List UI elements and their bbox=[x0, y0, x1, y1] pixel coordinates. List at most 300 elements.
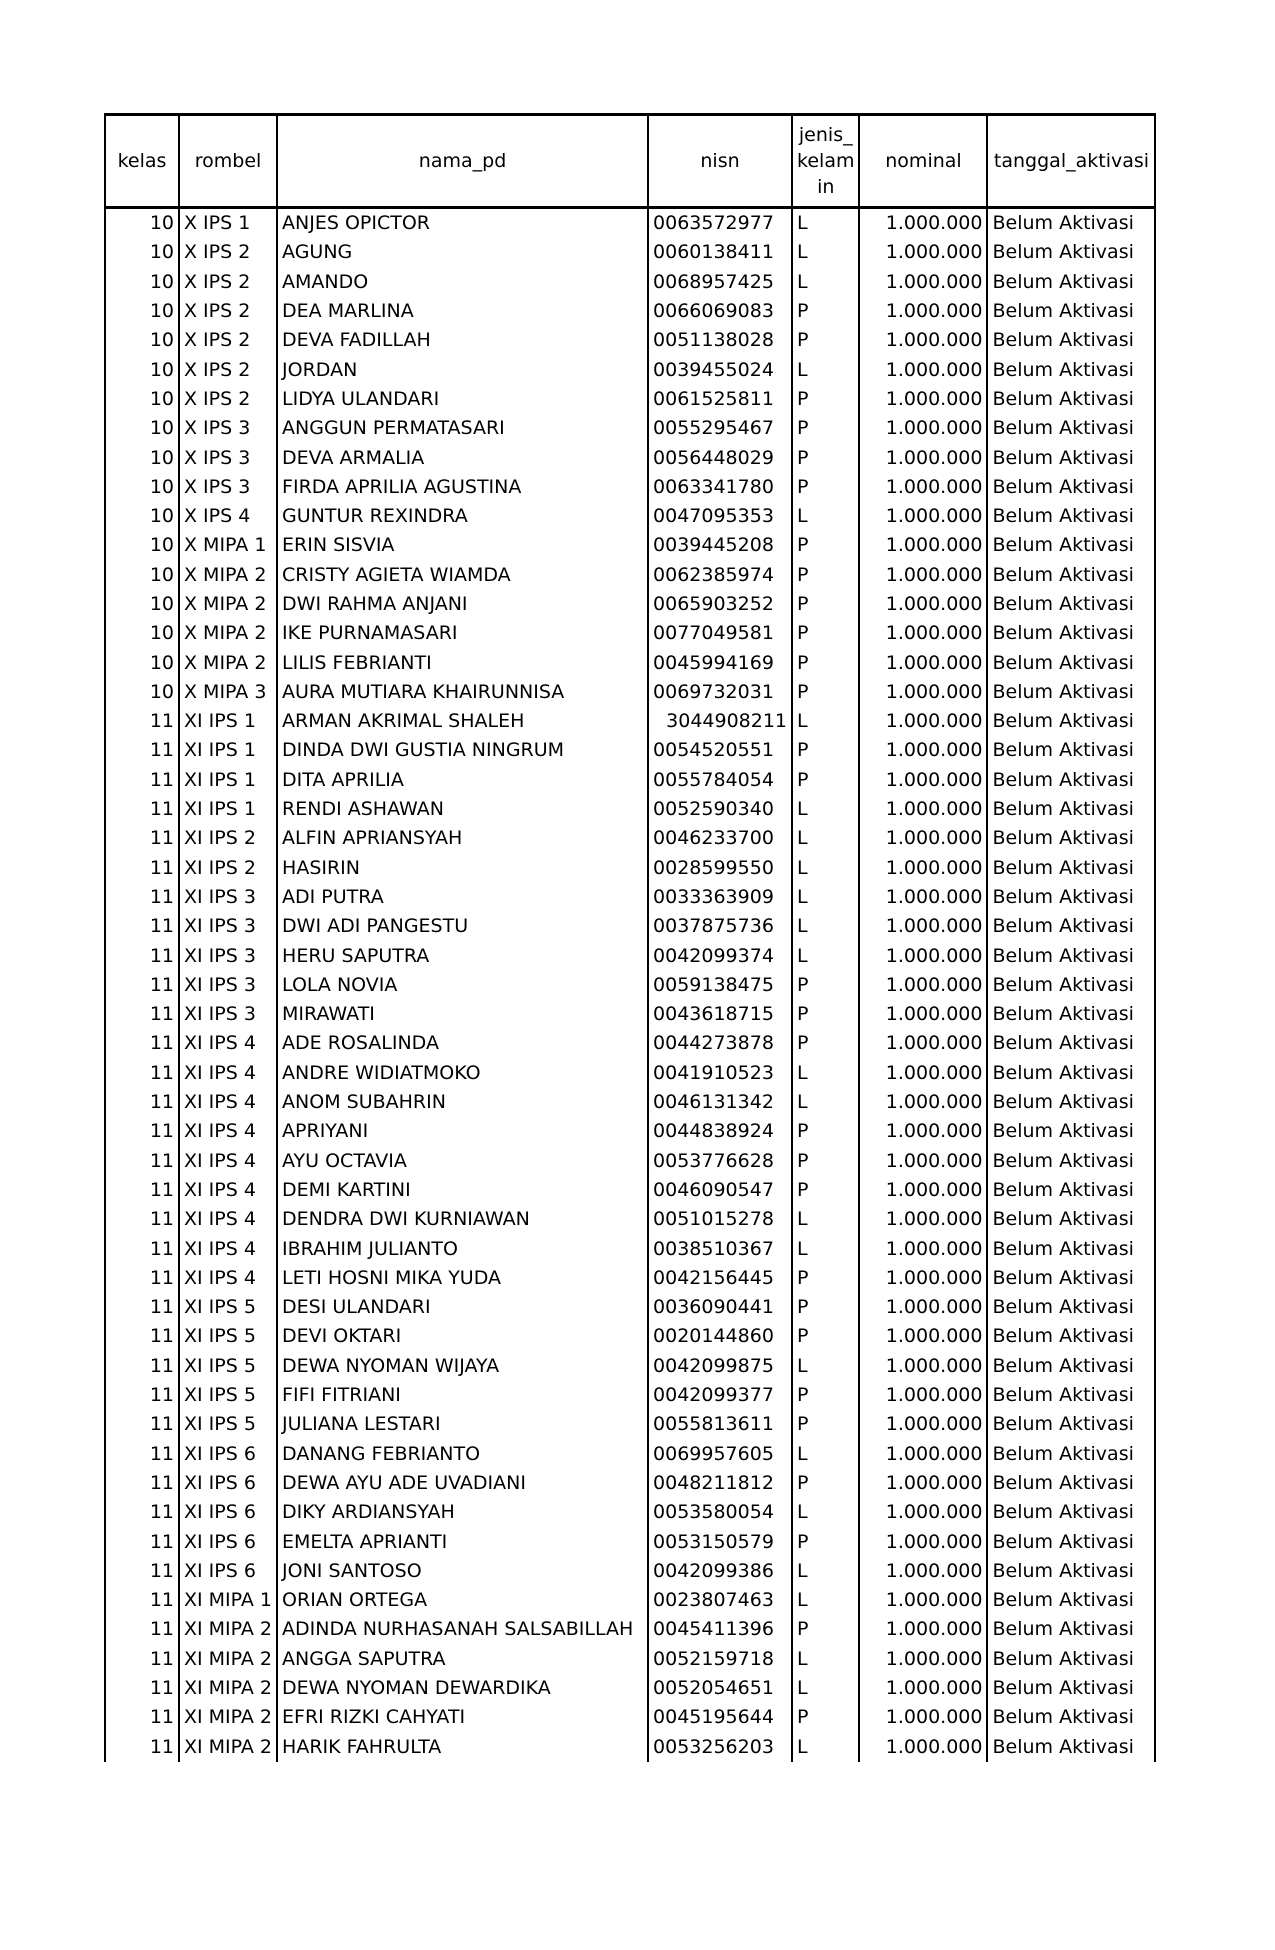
cell-nisn: 0053256203 bbox=[648, 1732, 792, 1761]
cell-tanggal-aktivasi: Belum Aktivasi bbox=[987, 268, 1155, 297]
cell-kelas: 11 bbox=[105, 1439, 179, 1468]
cell-nama-pd: ANJES OPICTOR bbox=[277, 208, 648, 239]
cell-tanggal-aktivasi: Belum Aktivasi bbox=[987, 208, 1155, 239]
cell-tanggal-aktivasi: Belum Aktivasi bbox=[987, 1527, 1155, 1556]
cell-nominal: 1.000.000 bbox=[859, 502, 987, 531]
cell-kelas: 11 bbox=[105, 766, 179, 795]
table-row bbox=[105, 1059, 1155, 1088]
cell-rombel: XI MIPA 2 bbox=[179, 1645, 277, 1674]
cell-nominal: 1.000.000 bbox=[859, 1469, 987, 1498]
cell-kelas: 10 bbox=[105, 648, 179, 677]
cell-jenis-kelamin: P bbox=[792, 1615, 859, 1644]
cell-jenis-kelamin: L bbox=[792, 883, 859, 912]
cell-nisn: 0042099377 bbox=[648, 1381, 792, 1410]
cell-nama-pd: DWI RAHMA ANJANI bbox=[277, 590, 648, 619]
cell-kelas: 11 bbox=[105, 1147, 179, 1176]
cell-rombel: X IPS 3 bbox=[179, 414, 277, 443]
header-jenis-kelamin bbox=[792, 115, 859, 208]
cell-jenis-kelamin: L bbox=[792, 238, 859, 267]
cell-nominal: 1.000.000 bbox=[859, 795, 987, 824]
cell-tanggal-aktivasi: Belum Aktivasi bbox=[987, 1557, 1155, 1586]
cell-nominal: 1.000.000 bbox=[859, 941, 987, 970]
cell-rombel: XI IPS 2 bbox=[179, 824, 277, 853]
cell-nama-pd: DEMI KARTINI bbox=[277, 1176, 648, 1205]
cell-kelas: 10 bbox=[105, 355, 179, 384]
table-row bbox=[105, 1586, 1155, 1615]
cell-tanggal-aktivasi: Belum Aktivasi bbox=[987, 443, 1155, 472]
table-row bbox=[105, 1352, 1155, 1381]
cell-nisn: 0045195644 bbox=[648, 1703, 792, 1732]
cell-tanggal-aktivasi: Belum Aktivasi bbox=[987, 1703, 1155, 1732]
table-row bbox=[105, 1176, 1155, 1205]
header-jenis-kelamin-line-2: kelam bbox=[797, 150, 855, 172]
table-row bbox=[105, 736, 1155, 765]
cell-nama-pd: MIRAWATI bbox=[277, 1000, 648, 1029]
cell-rombel: XI MIPA 1 bbox=[179, 1586, 277, 1615]
table-row bbox=[105, 473, 1155, 502]
cell-jenis-kelamin: P bbox=[792, 648, 859, 677]
table-row bbox=[105, 1088, 1155, 1117]
cell-kelas: 11 bbox=[105, 1264, 179, 1293]
cell-nominal: 1.000.000 bbox=[859, 1527, 987, 1556]
cell-kelas: 11 bbox=[105, 795, 179, 824]
cell-nisn: 0044273878 bbox=[648, 1029, 792, 1058]
cell-kelas: 11 bbox=[105, 1615, 179, 1644]
cell-rombel: XI IPS 5 bbox=[179, 1322, 277, 1351]
cell-kelas: 10 bbox=[105, 678, 179, 707]
cell-nominal: 1.000.000 bbox=[859, 531, 987, 560]
cell-kelas: 11 bbox=[105, 1088, 179, 1117]
cell-nisn: 0053776628 bbox=[648, 1147, 792, 1176]
cell-nama-pd: LETI HOSNI MIKA YUDA bbox=[277, 1264, 648, 1293]
cell-nama-pd: ORIAN ORTEGA bbox=[277, 1586, 648, 1615]
cell-nominal: 1.000.000 bbox=[859, 1645, 987, 1674]
cell-rombel: XI IPS 4 bbox=[179, 1264, 277, 1293]
cell-nisn: 0052590340 bbox=[648, 795, 792, 824]
cell-tanggal-aktivasi: Belum Aktivasi bbox=[987, 1176, 1155, 1205]
cell-rombel: XI MIPA 2 bbox=[179, 1674, 277, 1703]
cell-nama-pd: HARIK FAHRULTA bbox=[277, 1732, 648, 1761]
cell-tanggal-aktivasi: Belum Aktivasi bbox=[987, 561, 1155, 590]
cell-nominal: 1.000.000 bbox=[859, 443, 987, 472]
cell-nama-pd: DINDA DWI GUSTIA NINGRUM bbox=[277, 736, 648, 765]
cell-jenis-kelamin: P bbox=[792, 561, 859, 590]
cell-nisn: 0046090547 bbox=[648, 1176, 792, 1205]
cell-kelas: 11 bbox=[105, 883, 179, 912]
cell-nisn: 0041910523 bbox=[648, 1059, 792, 1088]
cell-jenis-kelamin: P bbox=[792, 531, 859, 560]
cell-nama-pd: DEA MARLINA bbox=[277, 297, 648, 326]
cell-nisn: 0051015278 bbox=[648, 1205, 792, 1234]
cell-jenis-kelamin: L bbox=[792, 1088, 859, 1117]
cell-jenis-kelamin: L bbox=[792, 795, 859, 824]
cell-nisn: 0055784054 bbox=[648, 766, 792, 795]
cell-kelas: 10 bbox=[105, 268, 179, 297]
cell-tanggal-aktivasi: Belum Aktivasi bbox=[987, 1732, 1155, 1761]
cell-tanggal-aktivasi: Belum Aktivasi bbox=[987, 1029, 1155, 1058]
cell-jenis-kelamin: P bbox=[792, 619, 859, 648]
cell-kelas: 10 bbox=[105, 619, 179, 648]
cell-nisn: 0046233700 bbox=[648, 824, 792, 853]
cell-nisn: 0043618715 bbox=[648, 1000, 792, 1029]
cell-nisn: 0062385974 bbox=[648, 561, 792, 590]
cell-rombel: X MIPA 2 bbox=[179, 561, 277, 590]
cell-nama-pd: ANOM SUBAHRIN bbox=[277, 1088, 648, 1117]
table-row bbox=[105, 502, 1155, 531]
cell-nisn: 3044908211 bbox=[648, 707, 792, 736]
cell-nama-pd: EFRI RIZKI CAHYATI bbox=[277, 1703, 648, 1732]
cell-nominal: 1.000.000 bbox=[859, 590, 987, 619]
cell-tanggal-aktivasi: Belum Aktivasi bbox=[987, 1352, 1155, 1381]
table-row bbox=[105, 1439, 1155, 1468]
cell-nama-pd: IBRAHIM JULIANTO bbox=[277, 1234, 648, 1263]
cell-nisn: 0052159718 bbox=[648, 1645, 792, 1674]
header-jenis-kelamin-line-3: in bbox=[817, 176, 835, 198]
cell-kelas: 10 bbox=[105, 414, 179, 443]
cell-tanggal-aktivasi: Belum Aktivasi bbox=[987, 414, 1155, 443]
cell-tanggal-aktivasi: Belum Aktivasi bbox=[987, 1234, 1155, 1263]
cell-tanggal-aktivasi: Belum Aktivasi bbox=[987, 707, 1155, 736]
cell-nama-pd: CRISTY AGIETA WIAMDA bbox=[277, 561, 648, 590]
cell-jenis-kelamin: L bbox=[792, 912, 859, 941]
table-row bbox=[105, 1293, 1155, 1322]
cell-nominal: 1.000.000 bbox=[859, 854, 987, 883]
cell-nisn: 0063341780 bbox=[648, 473, 792, 502]
cell-nominal: 1.000.000 bbox=[859, 326, 987, 355]
header-row bbox=[105, 115, 1155, 208]
table-row bbox=[105, 883, 1155, 912]
cell-rombel: XI IPS 3 bbox=[179, 912, 277, 941]
cell-nisn: 0059138475 bbox=[648, 971, 792, 1000]
table-row bbox=[105, 268, 1155, 297]
table-row bbox=[105, 1645, 1155, 1674]
cell-jenis-kelamin: P bbox=[792, 766, 859, 795]
cell-rombel: XI IPS 3 bbox=[179, 1000, 277, 1029]
cell-kelas: 11 bbox=[105, 824, 179, 853]
cell-nama-pd: ANGGUN PERMATASARI bbox=[277, 414, 648, 443]
cell-nisn: 0038510367 bbox=[648, 1234, 792, 1263]
cell-tanggal-aktivasi: Belum Aktivasi bbox=[987, 941, 1155, 970]
table-row bbox=[105, 1264, 1155, 1293]
table-row bbox=[105, 1117, 1155, 1146]
cell-rombel: XI IPS 4 bbox=[179, 1059, 277, 1088]
cell-nisn: 0042099386 bbox=[648, 1557, 792, 1586]
cell-nama-pd: AURA MUTIARA KHAIRUNNISA bbox=[277, 678, 648, 707]
cell-rombel: XI IPS 4 bbox=[179, 1117, 277, 1146]
cell-jenis-kelamin: P bbox=[792, 1322, 859, 1351]
cell-jenis-kelamin: L bbox=[792, 1352, 859, 1381]
cell-nominal: 1.000.000 bbox=[859, 824, 987, 853]
cell-kelas: 11 bbox=[105, 1527, 179, 1556]
cell-kelas: 10 bbox=[105, 385, 179, 414]
cell-jenis-kelamin: P bbox=[792, 1293, 859, 1322]
cell-nama-pd: HASIRIN bbox=[277, 854, 648, 883]
cell-kelas: 11 bbox=[105, 941, 179, 970]
cell-kelas: 10 bbox=[105, 238, 179, 267]
cell-kelas: 11 bbox=[105, 707, 179, 736]
cell-rombel: X IPS 1 bbox=[179, 208, 277, 239]
table-body bbox=[105, 208, 1155, 1762]
cell-nominal: 1.000.000 bbox=[859, 1586, 987, 1615]
cell-nominal: 1.000.000 bbox=[859, 1264, 987, 1293]
cell-nisn: 0060138411 bbox=[648, 238, 792, 267]
cell-nisn: 0048211812 bbox=[648, 1469, 792, 1498]
cell-kelas: 10 bbox=[105, 473, 179, 502]
cell-tanggal-aktivasi: Belum Aktivasi bbox=[987, 1000, 1155, 1029]
cell-nisn: 0044838924 bbox=[648, 1117, 792, 1146]
cell-kelas: 10 bbox=[105, 561, 179, 590]
cell-nominal: 1.000.000 bbox=[859, 883, 987, 912]
cell-kelas: 11 bbox=[105, 1117, 179, 1146]
cell-nisn: 0056448029 bbox=[648, 443, 792, 472]
header-jenis-kelamin-line-1: jenis_ bbox=[798, 124, 853, 146]
cell-kelas: 10 bbox=[105, 208, 179, 239]
table-row bbox=[105, 1205, 1155, 1234]
student-activation-table bbox=[104, 113, 1156, 1762]
cell-jenis-kelamin: L bbox=[792, 1557, 859, 1586]
cell-nominal: 1.000.000 bbox=[859, 414, 987, 443]
cell-nama-pd: JULIANA LESTARI bbox=[277, 1410, 648, 1439]
cell-nominal: 1.000.000 bbox=[859, 736, 987, 765]
table-row bbox=[105, 648, 1155, 677]
cell-kelas: 11 bbox=[105, 1059, 179, 1088]
cell-nama-pd: LIDYA ULANDARI bbox=[277, 385, 648, 414]
cell-tanggal-aktivasi: Belum Aktivasi bbox=[987, 1469, 1155, 1498]
cell-nisn: 0046131342 bbox=[648, 1088, 792, 1117]
cell-nama-pd: ERIN SISVIA bbox=[277, 531, 648, 560]
cell-kelas: 10 bbox=[105, 443, 179, 472]
table-row bbox=[105, 238, 1155, 267]
cell-nominal: 1.000.000 bbox=[859, 1557, 987, 1586]
cell-nisn: 0045411396 bbox=[648, 1615, 792, 1644]
cell-tanggal-aktivasi: Belum Aktivasi bbox=[987, 502, 1155, 531]
cell-nominal: 1.000.000 bbox=[859, 297, 987, 326]
cell-tanggal-aktivasi: Belum Aktivasi bbox=[987, 1674, 1155, 1703]
table-row bbox=[105, 326, 1155, 355]
table-row bbox=[105, 795, 1155, 824]
cell-nama-pd: DEWA NYOMAN WIJAYA bbox=[277, 1352, 648, 1381]
cell-nama-pd: ANDRE WIDIATMOKO bbox=[277, 1059, 648, 1088]
cell-rombel: XI IPS 5 bbox=[179, 1381, 277, 1410]
cell-jenis-kelamin: P bbox=[792, 1527, 859, 1556]
cell-rombel: X MIPA 2 bbox=[179, 619, 277, 648]
cell-rombel: X MIPA 2 bbox=[179, 590, 277, 619]
cell-jenis-kelamin: L bbox=[792, 1059, 859, 1088]
cell-rombel: XI IPS 2 bbox=[179, 854, 277, 883]
cell-nominal: 1.000.000 bbox=[859, 1205, 987, 1234]
cell-kelas: 11 bbox=[105, 1176, 179, 1205]
table-row bbox=[105, 824, 1155, 853]
cell-nisn: 0069732031 bbox=[648, 678, 792, 707]
cell-jenis-kelamin: P bbox=[792, 385, 859, 414]
cell-nisn: 0033363909 bbox=[648, 883, 792, 912]
cell-tanggal-aktivasi: Belum Aktivasi bbox=[987, 795, 1155, 824]
table-row bbox=[105, 1000, 1155, 1029]
cell-nisn: 0020144860 bbox=[648, 1322, 792, 1351]
cell-jenis-kelamin: L bbox=[792, 268, 859, 297]
table-row bbox=[105, 1234, 1155, 1263]
cell-rombel: XI IPS 6 bbox=[179, 1557, 277, 1586]
cell-jenis-kelamin: P bbox=[792, 443, 859, 472]
cell-kelas: 11 bbox=[105, 1293, 179, 1322]
table-row bbox=[105, 1557, 1155, 1586]
cell-jenis-kelamin: L bbox=[792, 1586, 859, 1615]
cell-nominal: 1.000.000 bbox=[859, 678, 987, 707]
cell-kelas: 10 bbox=[105, 297, 179, 326]
cell-rombel: X MIPA 2 bbox=[179, 648, 277, 677]
cell-nama-pd: DESI ULANDARI bbox=[277, 1293, 648, 1322]
cell-rombel: XI IPS 4 bbox=[179, 1088, 277, 1117]
cell-jenis-kelamin: L bbox=[792, 1205, 859, 1234]
cell-nominal: 1.000.000 bbox=[859, 1293, 987, 1322]
cell-jenis-kelamin: P bbox=[792, 1410, 859, 1439]
cell-nominal: 1.000.000 bbox=[859, 1234, 987, 1263]
cell-nominal: 1.000.000 bbox=[859, 1732, 987, 1761]
cell-rombel: XI IPS 6 bbox=[179, 1439, 277, 1468]
cell-kelas: 11 bbox=[105, 1732, 179, 1761]
cell-rombel: XI IPS 4 bbox=[179, 1176, 277, 1205]
table-row bbox=[105, 443, 1155, 472]
cell-jenis-kelamin: P bbox=[792, 971, 859, 1000]
cell-rombel: XI IPS 4 bbox=[179, 1234, 277, 1263]
cell-jenis-kelamin: L bbox=[792, 824, 859, 853]
cell-nominal: 1.000.000 bbox=[859, 1439, 987, 1468]
cell-jenis-kelamin: P bbox=[792, 1176, 859, 1205]
cell-nama-pd: FIFI FITRIANI bbox=[277, 1381, 648, 1410]
cell-nama-pd: DANANG FEBRIANTO bbox=[277, 1439, 648, 1468]
cell-kelas: 11 bbox=[105, 1703, 179, 1732]
cell-nominal: 1.000.000 bbox=[859, 561, 987, 590]
cell-rombel: X IPS 4 bbox=[179, 502, 277, 531]
cell-kelas: 11 bbox=[105, 1234, 179, 1263]
cell-tanggal-aktivasi: Belum Aktivasi bbox=[987, 1205, 1155, 1234]
cell-jenis-kelamin: L bbox=[792, 1234, 859, 1263]
cell-jenis-kelamin: L bbox=[792, 1498, 859, 1527]
cell-nama-pd: ADE ROSALINDA bbox=[277, 1029, 648, 1058]
cell-nama-pd: ARMAN AKRIMAL SHALEH bbox=[277, 707, 648, 736]
cell-nama-pd: DITA APRILIA bbox=[277, 766, 648, 795]
cell-nisn: 0055295467 bbox=[648, 414, 792, 443]
cell-kelas: 11 bbox=[105, 1557, 179, 1586]
cell-jenis-kelamin: P bbox=[792, 1029, 859, 1058]
table-row bbox=[105, 1732, 1155, 1761]
table-row bbox=[105, 208, 1155, 239]
header-nominal: nominal bbox=[859, 115, 987, 208]
cell-tanggal-aktivasi: Belum Aktivasi bbox=[987, 1088, 1155, 1117]
cell-rombel: X MIPA 3 bbox=[179, 678, 277, 707]
cell-nominal: 1.000.000 bbox=[859, 1410, 987, 1439]
cell-nominal: 1.000.000 bbox=[859, 766, 987, 795]
cell-rombel: X IPS 2 bbox=[179, 355, 277, 384]
cell-tanggal-aktivasi: Belum Aktivasi bbox=[987, 766, 1155, 795]
cell-nominal: 1.000.000 bbox=[859, 473, 987, 502]
cell-nama-pd: JORDAN bbox=[277, 355, 648, 384]
cell-nisn: 0069957605 bbox=[648, 1439, 792, 1468]
table-row bbox=[105, 766, 1155, 795]
cell-jenis-kelamin: P bbox=[792, 1703, 859, 1732]
cell-jenis-kelamin: P bbox=[792, 1147, 859, 1176]
cell-jenis-kelamin: L bbox=[792, 355, 859, 384]
table-row bbox=[105, 1469, 1155, 1498]
cell-nama-pd: DEVI OKTARI bbox=[277, 1322, 648, 1351]
cell-nama-pd: LILIS FEBRIANTI bbox=[277, 648, 648, 677]
cell-nominal: 1.000.000 bbox=[859, 707, 987, 736]
cell-jenis-kelamin: L bbox=[792, 1732, 859, 1761]
cell-tanggal-aktivasi: Belum Aktivasi bbox=[987, 912, 1155, 941]
cell-jenis-kelamin: P bbox=[792, 473, 859, 502]
cell-nominal: 1.000.000 bbox=[859, 238, 987, 267]
table-row bbox=[105, 385, 1155, 414]
cell-jenis-kelamin: L bbox=[792, 1645, 859, 1674]
cell-nominal: 1.000.000 bbox=[859, 1381, 987, 1410]
cell-tanggal-aktivasi: Belum Aktivasi bbox=[987, 1645, 1155, 1674]
table-row bbox=[105, 912, 1155, 941]
cell-nisn: 0053150579 bbox=[648, 1527, 792, 1556]
cell-rombel: XI IPS 4 bbox=[179, 1147, 277, 1176]
cell-rombel: XI IPS 4 bbox=[179, 1205, 277, 1234]
cell-kelas: 11 bbox=[105, 1674, 179, 1703]
cell-nama-pd: DEWA AYU ADE UVADIANI bbox=[277, 1469, 648, 1498]
cell-nama-pd: ANGGA SAPUTRA bbox=[277, 1645, 648, 1674]
cell-nisn: 0063572977 bbox=[648, 208, 792, 239]
table-row bbox=[105, 1674, 1155, 1703]
cell-nominal: 1.000.000 bbox=[859, 385, 987, 414]
cell-nominal: 1.000.000 bbox=[859, 971, 987, 1000]
cell-rombel: X IPS 2 bbox=[179, 238, 277, 267]
cell-nisn: 0042099875 bbox=[648, 1352, 792, 1381]
cell-nominal: 1.000.000 bbox=[859, 1498, 987, 1527]
cell-nominal: 1.000.000 bbox=[859, 1000, 987, 1029]
cell-tanggal-aktivasi: Belum Aktivasi bbox=[987, 238, 1155, 267]
cell-jenis-kelamin: P bbox=[792, 1381, 859, 1410]
cell-jenis-kelamin: P bbox=[792, 736, 859, 765]
table-row bbox=[105, 854, 1155, 883]
table-row bbox=[105, 1527, 1155, 1556]
cell-nama-pd: AYU OCTAVIA bbox=[277, 1147, 648, 1176]
cell-kelas: 11 bbox=[105, 1205, 179, 1234]
cell-nama-pd: HERU SAPUTRA bbox=[277, 941, 648, 970]
cell-kelas: 11 bbox=[105, 912, 179, 941]
cell-nisn: 0042156445 bbox=[648, 1264, 792, 1293]
table-row bbox=[105, 297, 1155, 326]
cell-tanggal-aktivasi: Belum Aktivasi bbox=[987, 883, 1155, 912]
cell-nominal: 1.000.000 bbox=[859, 1176, 987, 1205]
table-row bbox=[105, 1703, 1155, 1732]
cell-tanggal-aktivasi: Belum Aktivasi bbox=[987, 1147, 1155, 1176]
cell-nominal: 1.000.000 bbox=[859, 1352, 987, 1381]
cell-jenis-kelamin: P bbox=[792, 297, 859, 326]
cell-nama-pd: DEVA ARMALIA bbox=[277, 443, 648, 472]
cell-tanggal-aktivasi: Belum Aktivasi bbox=[987, 1381, 1155, 1410]
table-row bbox=[105, 355, 1155, 384]
cell-jenis-kelamin: L bbox=[792, 502, 859, 531]
cell-kelas: 11 bbox=[105, 1469, 179, 1498]
cell-rombel: XI MIPA 2 bbox=[179, 1732, 277, 1761]
cell-nominal: 1.000.000 bbox=[859, 648, 987, 677]
cell-rombel: X IPS 3 bbox=[179, 473, 277, 502]
cell-nama-pd: LOLA NOVIA bbox=[277, 971, 648, 1000]
cell-nama-pd: DEVA FADILLAH bbox=[277, 326, 648, 355]
table-row bbox=[105, 590, 1155, 619]
cell-nominal: 1.000.000 bbox=[859, 1322, 987, 1351]
cell-nisn: 0061525811 bbox=[648, 385, 792, 414]
cell-tanggal-aktivasi: Belum Aktivasi bbox=[987, 1322, 1155, 1351]
table-header bbox=[105, 115, 1155, 208]
cell-jenis-kelamin: L bbox=[792, 1439, 859, 1468]
cell-tanggal-aktivasi: Belum Aktivasi bbox=[987, 326, 1155, 355]
cell-nisn: 0053580054 bbox=[648, 1498, 792, 1527]
cell-nisn: 0039455024 bbox=[648, 355, 792, 384]
